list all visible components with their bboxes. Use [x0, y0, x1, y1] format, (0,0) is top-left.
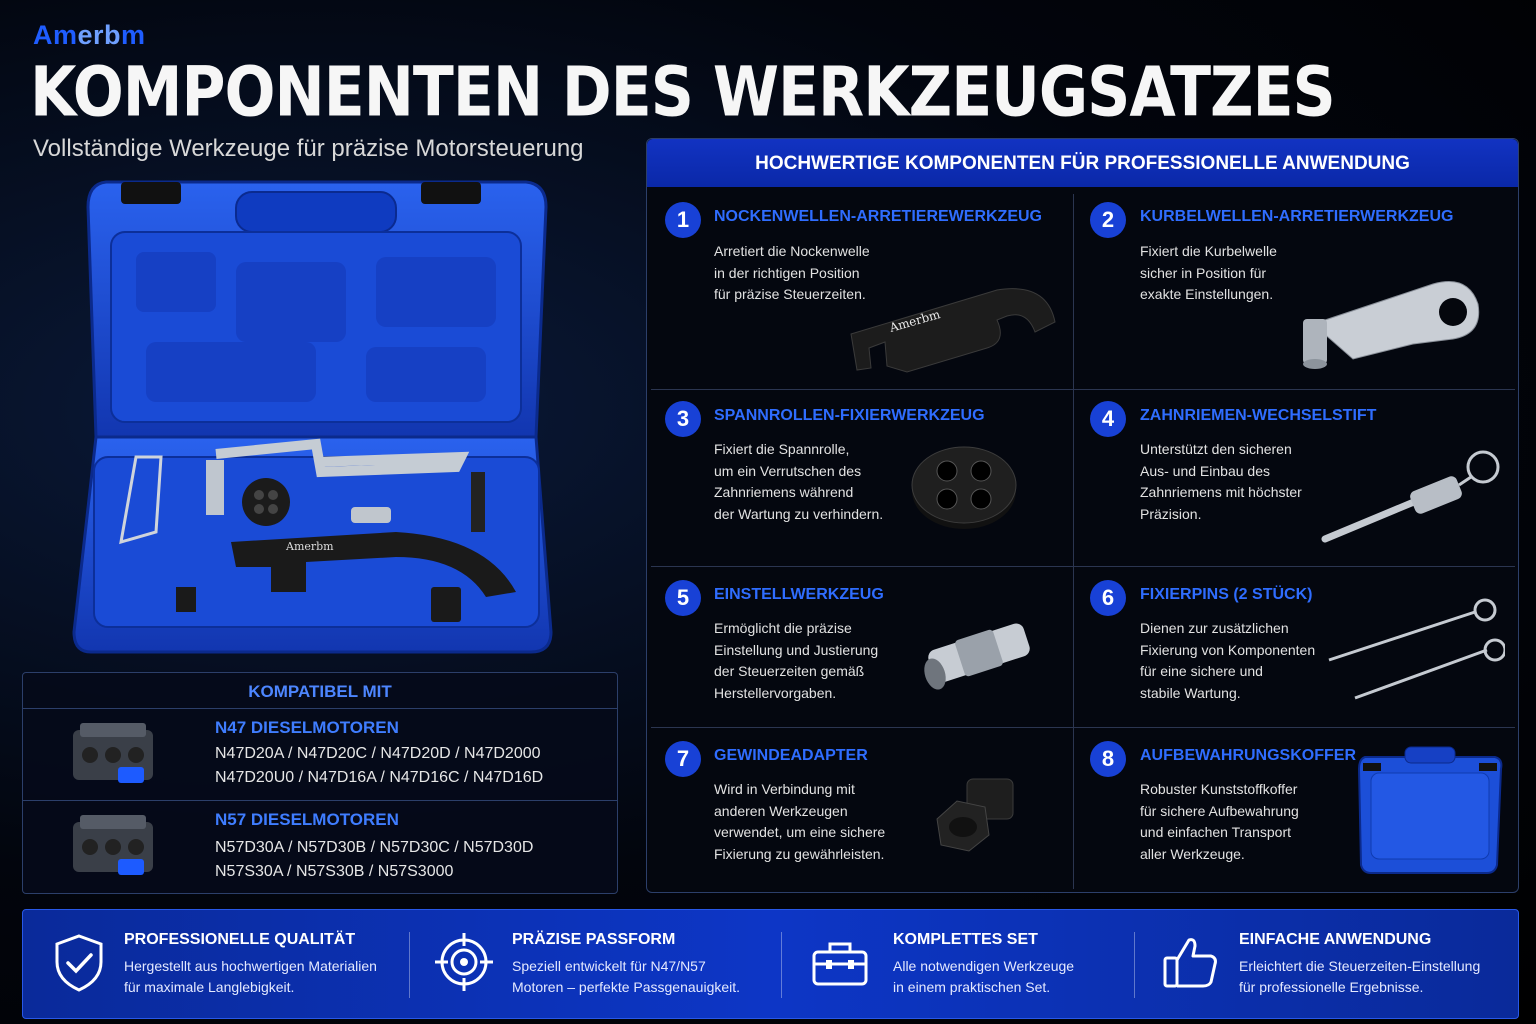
item-title: NOCKENWELLEN-ARRETIEREWERKZEUG	[714, 208, 1042, 225]
engine-row-n47	[23, 709, 617, 801]
feature-title: EINFACHE ANWENDUNG	[1239, 931, 1432, 948]
component-item-2	[1073, 194, 1520, 389]
brand-logo: Amerbm	[33, 20, 146, 50]
engine-codes-line: N57S30A / N57S30B / N57S3000	[215, 863, 454, 880]
item-title: AUFBEWAHRUNGSKOFFER	[1140, 747, 1356, 764]
components-panel	[646, 138, 1519, 893]
item-number: 3	[665, 401, 701, 437]
feature-fit	[410, 910, 780, 1020]
item-number: 7	[665, 741, 701, 777]
thread-adapter-image	[927, 771, 1023, 867]
item-description: Fixiert die Spannrolle, um ein Verrutschen des Zahnriemens während der Wartung zu verhindern.	[714, 441, 884, 522]
item-number: 5	[665, 580, 701, 616]
item-description: Ermöglicht die präzise Einstellung und Justierung der Steuerzeiten gemäß Herstellervorgaben.	[714, 620, 879, 701]
feature-description: Erleichtert die Steuerzeiten-Einstellung für professionelle Ergebnisse.	[1239, 958, 1481, 995]
component-item-8	[1073, 727, 1520, 894]
item-description: Dienen zur zusätzlichen Fixierung von Komponenten für eine sichere und stabile Wartung.	[1140, 620, 1316, 701]
page-subtitle: Vollständige Werkzeuge für präzise Motorsteuerung	[33, 135, 584, 162]
component-item-3	[647, 389, 1073, 566]
engine-codes-line: N57D30A / N57D30B / N57D30C / N57D30D	[215, 839, 534, 856]
item-title: ZAHNRIEMEN-WECHSELSTIFT	[1140, 407, 1377, 424]
page-title: KOMPONENTEN DES WERKZEUGSATZES	[30, 52, 1335, 133]
component-item-1	[647, 194, 1073, 389]
feature-bar	[22, 909, 1519, 1019]
item-description: Unterstützt den sicheren Aus- und Einbau des Zahnriemens mit höchster Präzision.	[1140, 441, 1302, 522]
svg-text:Amerbm: Amerbm	[887, 307, 942, 335]
feature-title: PRÄZISE PASSFORM	[512, 931, 676, 948]
components-heading: HOCHWERTIGE KOMPONENTEN FÜR PROFESSIONELLE ANWENDUNG	[647, 139, 1518, 187]
feature-description: Hergestellt aus hochwertigen Materialien für maximale Langlebigkeit.	[124, 958, 377, 995]
crosshair-icon	[434, 932, 494, 992]
item-number: 6	[1090, 580, 1126, 616]
feature-description: Alle notwendigen Werkzeuge in einem praktischen Set.	[893, 958, 1075, 995]
shield-check-icon	[49, 932, 109, 992]
item-number: 2	[1090, 202, 1126, 238]
feature-title: PROFESSIONELLE QUALITÄT	[124, 931, 356, 948]
item-title: SPANNROLLEN-FIXIERWERKZEUG	[714, 407, 985, 424]
tensioner-tool-image	[909, 441, 1019, 531]
compatibility-panel	[22, 672, 618, 894]
component-item-5	[647, 566, 1073, 727]
item-title: FIXIERPINS (2 STÜCK)	[1140, 586, 1313, 603]
svg-text:Amerbm: Amerbm	[286, 540, 334, 553]
item-number: 8	[1090, 741, 1126, 777]
engine-name: N47 DIESELMOTOREN	[215, 718, 399, 737]
compatibility-heading: KOMPATIBEL MIT	[23, 673, 617, 709]
storage-case-image	[1355, 745, 1505, 875]
thumbs-up-icon	[1161, 932, 1221, 992]
feature-title: KOMPLETTES SET	[893, 931, 1038, 948]
item-description: Robuster Kunststoffkoffer für sichere Aufbewahrung und einfachen Transport aller Werkzeuge.	[1140, 781, 1299, 862]
engine-image	[58, 807, 168, 887]
engine-codes-line: N47D20A / N47D20C / N47D20D / N47D2000	[215, 745, 541, 762]
toolbox-icon	[810, 932, 870, 992]
feature-complete-set	[782, 910, 1134, 1020]
component-item-7	[647, 727, 1073, 894]
engine-image	[58, 715, 168, 795]
item-title: EINSTELLWERKZEUG	[714, 586, 884, 603]
crankshaft-tool-image	[1293, 264, 1493, 374]
feature-description: Speziell entwickelt für N47/N57 Motoren – perfekte Passgenauigkeit.	[512, 958, 741, 995]
component-item-4	[1073, 389, 1520, 566]
feature-easy-use	[1135, 910, 1519, 1020]
item-title: KURBELWELLEN-ARRETIERWERKZEUG	[1140, 208, 1454, 225]
item-description: Wird in Verbindung mit anderen Werkzeugen verwendet, um eine sichere Fixierung zu gewährleisten.	[714, 781, 886, 862]
tool-case-image	[66, 172, 566, 662]
belt-pin-tool-image	[1321, 449, 1503, 549]
component-item-6	[1073, 566, 1520, 727]
item-title: GEWINDEADAPTER	[714, 747, 868, 764]
fixing-pins-image	[1325, 598, 1505, 708]
item-description: Fixiert die Kurbelwelle sicher in Position für exakte Einstellungen.	[1140, 243, 1277, 302]
camshaft-tool-image	[847, 272, 1059, 374]
item-number: 4	[1090, 401, 1126, 437]
item-description: Arretiert die Nockenwelle in der richtigen Position für präzise Steuerzeiten.	[714, 243, 870, 302]
adjusting-tool-image	[919, 606, 1037, 696]
engine-row-n57	[23, 801, 617, 893]
engine-codes-line: N47D20U0 / N47D16A / N47D16C / N47D16D	[215, 769, 544, 786]
item-number: 1	[665, 202, 701, 238]
feature-quality	[23, 910, 408, 1020]
engine-name: N57 DIESELMOTOREN	[215, 810, 399, 829]
